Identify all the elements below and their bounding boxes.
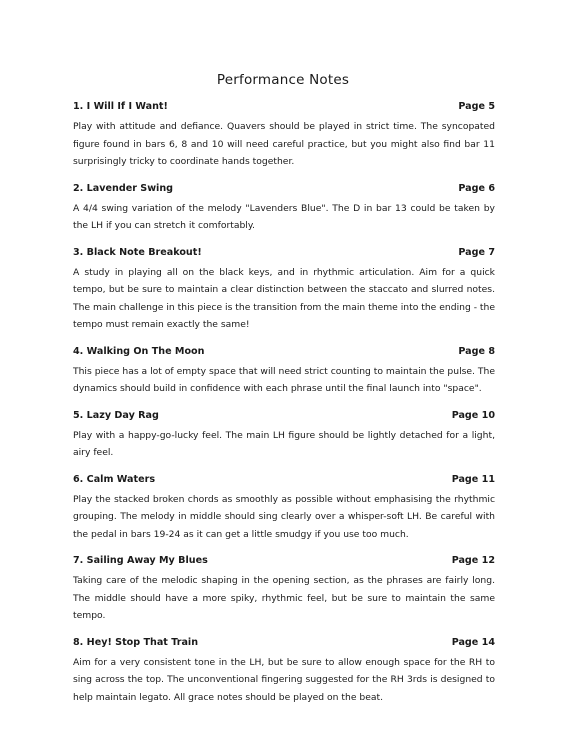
entry-header bbox=[73, 473, 495, 486]
entry-description: Play with a happy-go-lucky feel. The main LH figure should be lightly detached for a light, airy feel. bbox=[73, 429, 495, 458]
note-entry-4 bbox=[73, 345, 495, 398]
entry-page-number: Page 11 bbox=[451, 473, 495, 485]
entry-header bbox=[73, 636, 495, 649]
entry-title: 4. Walking On The Moon bbox=[73, 345, 205, 357]
entry-description: This piece has a lot of empty space that will need strict counting to maintain the pulse. The dynamics should build in confidence with each phrase until the final launch into "space". bbox=[73, 365, 495, 394]
note-entry-5 bbox=[73, 409, 495, 462]
entry-header bbox=[73, 182, 495, 195]
entry-header bbox=[73, 246, 495, 259]
entry-title: 6. Calm Waters bbox=[73, 473, 156, 485]
entry-page-number: Page 12 bbox=[451, 555, 495, 566]
entry-header bbox=[73, 409, 495, 422]
entry-page-number: Page 7 bbox=[458, 246, 495, 258]
page-title: Performance Notes bbox=[216, 72, 350, 88]
entry-description: A 4/4 swing variation of the melody "Lavenders Blue". The D in bar 13 could be taken by the LH if you can stretch it comfortably. bbox=[73, 202, 495, 231]
entry-description: A study in playing all on the black keys, and in rhythmic articulation. Aim for a quick tempo, but be sure to maintain a clear distinction between the staccato and slurred notes. The main challenge in this piece is the transition from the main theme into the ending - the tempo must remain exactly the same! bbox=[73, 266, 496, 330]
entry-title: 8. Hey! Stop That Train bbox=[73, 636, 199, 648]
note-entry-1 bbox=[73, 100, 495, 171]
entry-title: 2. Lavender Swing bbox=[73, 182, 174, 194]
note-entry-2 bbox=[73, 182, 495, 235]
note-entry-6 bbox=[73, 473, 495, 544]
entry-page-number: Page 6 bbox=[458, 182, 495, 194]
entry-description: Taking care of the melodic shaping in the opening section, as the phrases are fairly long. The middle should have a more spiky, rhythmic feel, but be sure to maintain the same tempo. bbox=[73, 575, 495, 621]
entry-title: 7. Sailing Away My Blues bbox=[73, 555, 208, 566]
entry-header bbox=[73, 554, 495, 567]
note-entry-7 bbox=[73, 554, 495, 625]
entry-title: 5. Lazy Day Rag bbox=[73, 409, 159, 421]
entry-title: 1. I Will If I Want! bbox=[73, 101, 168, 112]
note-entry-8 bbox=[73, 636, 495, 707]
entry-description: Aim for a very consistent tone in the LH, but be sure to allow enough space for the RH to sing across the top. The unconventional fingering suggested for the RH 3rds is designed to help maintain legato. All grace notes should be played on the beat. bbox=[73, 656, 495, 703]
note-entry-3 bbox=[73, 246, 495, 334]
entry-header bbox=[73, 100, 495, 113]
entry-page-number: Page 5 bbox=[458, 101, 495, 112]
entry-page-number: Page 8 bbox=[458, 345, 495, 357]
entry-description: Play with attitude and defiance. Quavers should be played in strict time. The syncopated figure found in bars 6, 8 and 10 will need careful practice, but you might also find bar 11 surprisingly tricky to coordinate hands together. bbox=[73, 121, 495, 167]
entry-page-number: Page 14 bbox=[451, 636, 495, 648]
entry-header bbox=[73, 345, 495, 358]
entry-title: 3. Black Note Breakout! bbox=[73, 246, 202, 258]
entry-page-number: Page 10 bbox=[451, 409, 495, 421]
performance-notes-list bbox=[73, 100, 495, 717]
entry-description: Play the stacked broken chords as smoothly as possible without emphasising the rhythmic grouping. The melody in middle should sing clearly over a whisper-soft LH. Be careful with the pedal in bars 19-24 as it can get a little smudgy if you use too much. bbox=[73, 493, 495, 540]
